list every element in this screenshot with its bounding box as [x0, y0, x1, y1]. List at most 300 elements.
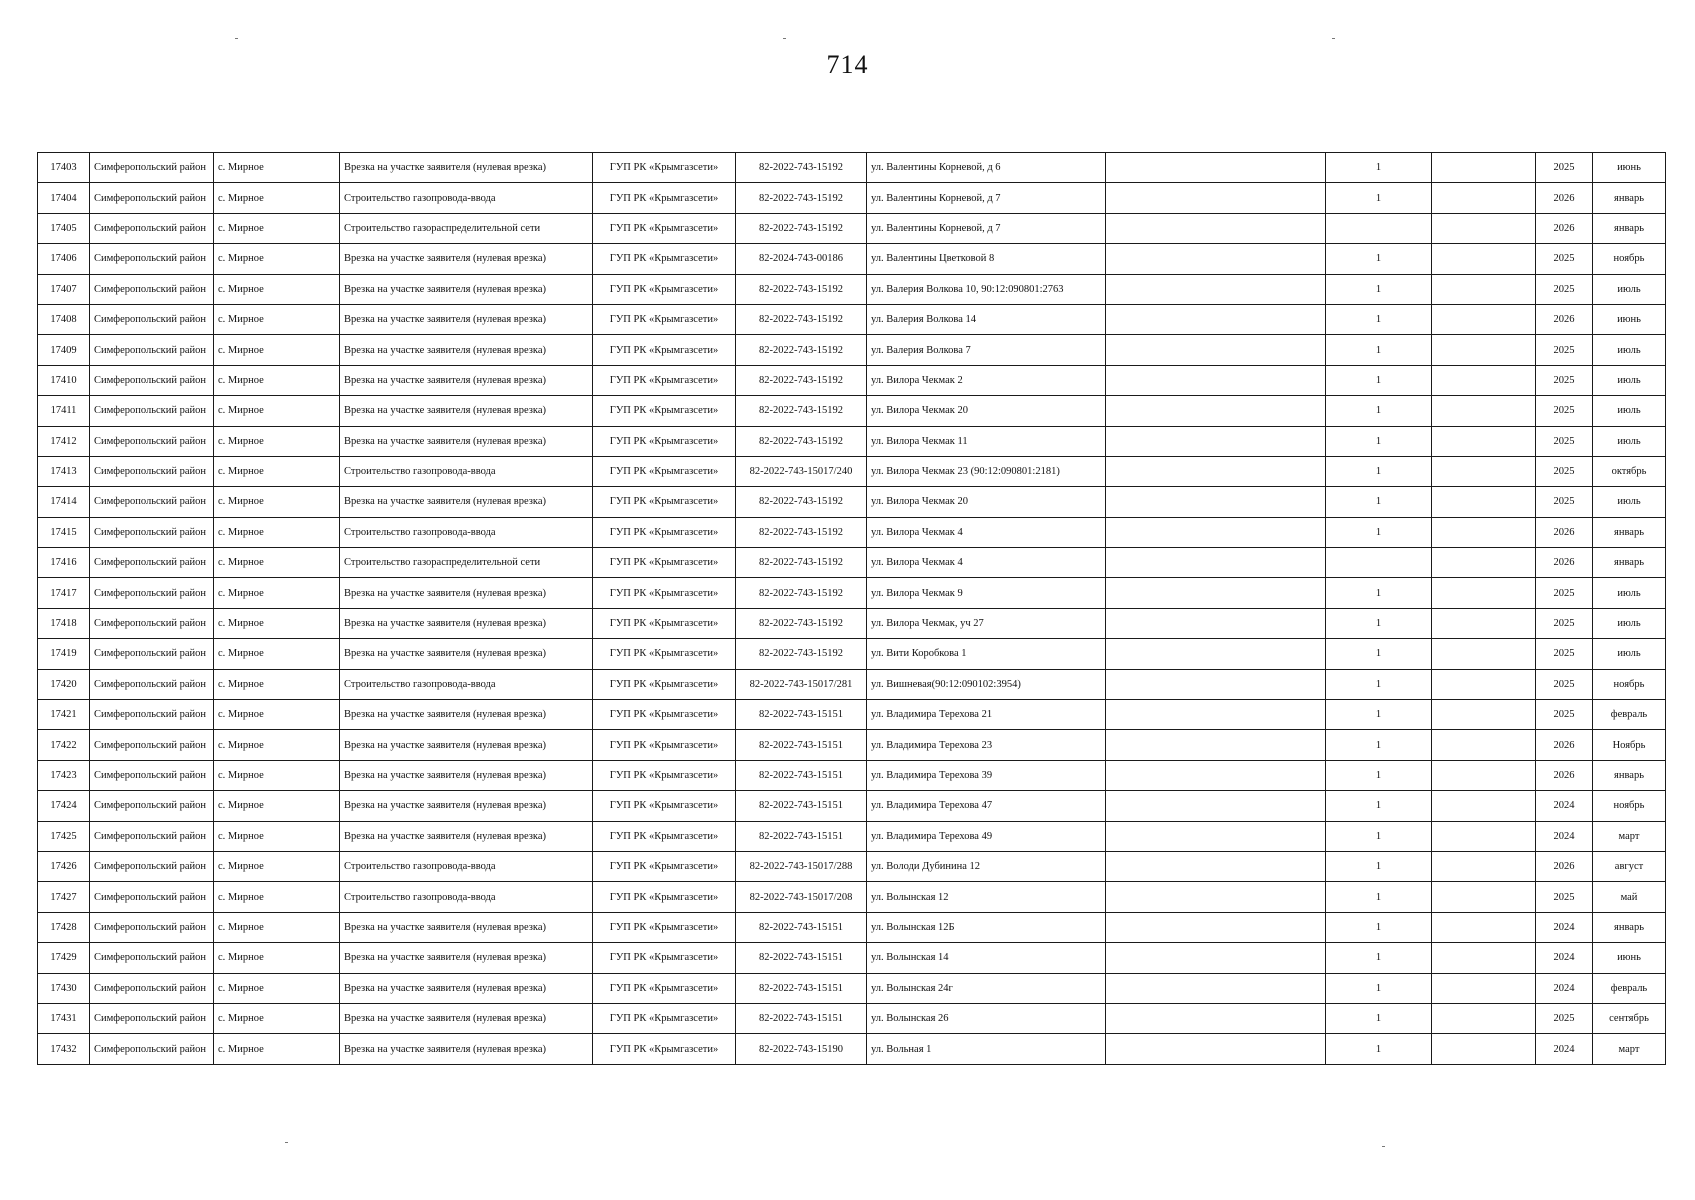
locality-cell: с. Мирное: [214, 578, 340, 608]
year-cell: 2024: [1536, 973, 1593, 1003]
district-cell: Симферопольский район: [90, 365, 214, 395]
empty-cell-cell: [1432, 639, 1536, 669]
quantity-cell: 1: [1326, 335, 1432, 365]
quantity-cell: 1: [1326, 426, 1432, 456]
district-cell: Симферопольский район: [90, 882, 214, 912]
row-number-cell: 17415: [38, 517, 90, 547]
locality-cell: с. Мирное: [214, 304, 340, 334]
district-cell: Симферопольский район: [90, 1003, 214, 1033]
quantity-cell: 1: [1326, 943, 1432, 973]
empty-cell-cell: [1106, 791, 1326, 821]
quantity-cell: 1: [1326, 791, 1432, 821]
quantity-cell: 1: [1326, 912, 1432, 942]
empty-cell-cell: [1432, 608, 1536, 638]
organization-cell: ГУП РК «Крымгазсети»: [593, 700, 736, 730]
request-number-cell: 82-2022-743-15192: [736, 213, 867, 243]
month-cell: февраль: [1593, 973, 1666, 1003]
organization-cell: ГУП РК «Крымгазсети»: [593, 639, 736, 669]
request-number-cell: 82-2022-743-15017/208: [736, 882, 867, 912]
row-number-cell: 17426: [38, 851, 90, 881]
organization-cell: ГУП РК «Крымгазсети»: [593, 365, 736, 395]
request-number-cell: 82-2022-743-15192: [736, 639, 867, 669]
quantity-cell: 1: [1326, 304, 1432, 334]
table-row: [38, 517, 1666, 547]
month-cell: март: [1593, 1034, 1666, 1064]
empty-cell-cell: [1106, 821, 1326, 851]
table-row: [38, 973, 1666, 1003]
year-cell: 2025: [1536, 882, 1593, 912]
row-number-cell: 17424: [38, 791, 90, 821]
locality-cell: с. Мирное: [214, 365, 340, 395]
district-cell: Симферопольский район: [90, 396, 214, 426]
request-number-cell: 82-2022-743-15192: [736, 335, 867, 365]
year-cell: 2026: [1536, 730, 1593, 760]
locality-cell: с. Мирное: [214, 244, 340, 274]
district-cell: Симферопольский район: [90, 244, 214, 274]
month-cell: январь: [1593, 912, 1666, 942]
empty-cell-cell: [1432, 700, 1536, 730]
year-cell: 2024: [1536, 912, 1593, 942]
empty-cell-cell: [1432, 882, 1536, 912]
month-cell: январь: [1593, 213, 1666, 243]
quantity-cell: 1: [1326, 153, 1432, 183]
district-cell: Симферопольский район: [90, 973, 214, 1003]
empty-cell-cell: [1106, 608, 1326, 638]
empty-cell-cell: [1106, 912, 1326, 942]
scan-speck: [285, 1142, 288, 1143]
request-number-cell: 82-2022-743-15192: [736, 304, 867, 334]
row-number-cell: 17430: [38, 973, 90, 1003]
empty-cell-cell: [1432, 912, 1536, 942]
row-number-cell: 17432: [38, 1034, 90, 1064]
year-cell: 2024: [1536, 1034, 1593, 1064]
district-cell: Симферопольский район: [90, 335, 214, 365]
address-cell: ул. Владимира Терехова 21: [867, 700, 1106, 730]
district-cell: Симферопольский район: [90, 426, 214, 456]
organization-cell: ГУП РК «Крымгазсети»: [593, 548, 736, 578]
work-type-cell: Врезка на участке заявителя (нулевая врезка): [340, 426, 593, 456]
row-number-cell: 17419: [38, 639, 90, 669]
empty-cell-cell: [1106, 153, 1326, 183]
empty-cell-cell: [1106, 943, 1326, 973]
table-row: [38, 730, 1666, 760]
organization-cell: ГУП РК «Крымгазсети»: [593, 608, 736, 638]
table-row: [38, 274, 1666, 304]
year-cell: 2025: [1536, 700, 1593, 730]
empty-cell-cell: [1432, 244, 1536, 274]
district-cell: Симферопольский район: [90, 912, 214, 942]
work-type-cell: Врезка на участке заявителя (нулевая врезка): [340, 578, 593, 608]
address-cell: ул. Валентины Корневой, д 7: [867, 183, 1106, 213]
row-number-cell: 17403: [38, 153, 90, 183]
locality-cell: с. Мирное: [214, 760, 340, 790]
year-cell: 2026: [1536, 517, 1593, 547]
table-row: [38, 183, 1666, 213]
month-cell: январь: [1593, 183, 1666, 213]
organization-cell: ГУП РК «Крымгазсети»: [593, 153, 736, 183]
table-row: [38, 608, 1666, 638]
locality-cell: с. Мирное: [214, 1034, 340, 1064]
year-cell: 2026: [1536, 183, 1593, 213]
table-row: [38, 943, 1666, 973]
empty-cell-cell: [1432, 274, 1536, 304]
year-cell: 2025: [1536, 456, 1593, 486]
request-number-cell: 82-2022-743-15192: [736, 487, 867, 517]
district-cell: Симферопольский район: [90, 700, 214, 730]
empty-cell-cell: [1432, 1034, 1536, 1064]
locality-cell: с. Мирное: [214, 487, 340, 517]
empty-cell-cell: [1106, 760, 1326, 790]
organization-cell: ГУП РК «Крымгазсети»: [593, 1034, 736, 1064]
month-cell: май: [1593, 882, 1666, 912]
empty-cell-cell: [1106, 213, 1326, 243]
work-type-cell: Врезка на участке заявителя (нулевая врезка): [340, 153, 593, 183]
work-type-cell: Врезка на участке заявителя (нулевая врезка): [340, 365, 593, 395]
quantity-cell: 1: [1326, 517, 1432, 547]
row-number-cell: 17409: [38, 335, 90, 365]
address-cell: ул. Валентины Цветковой 8: [867, 244, 1106, 274]
address-cell: ул. Вольная 1: [867, 1034, 1106, 1064]
request-number-cell: 82-2022-743-15151: [736, 760, 867, 790]
month-cell: июнь: [1593, 304, 1666, 334]
table-row: [38, 639, 1666, 669]
request-number-cell: 82-2022-743-15151: [736, 912, 867, 942]
quantity-cell: 1: [1326, 882, 1432, 912]
empty-cell-cell: [1106, 304, 1326, 334]
locality-cell: с. Мирное: [214, 608, 340, 638]
organization-cell: ГУП РК «Крымгазсети»: [593, 183, 736, 213]
request-number-cell: 82-2022-743-15192: [736, 396, 867, 426]
quantity-cell: 1: [1326, 730, 1432, 760]
year-cell: 2026: [1536, 548, 1593, 578]
work-type-cell: Врезка на участке заявителя (нулевая врезка): [340, 700, 593, 730]
month-cell: январь: [1593, 548, 1666, 578]
row-number-cell: 17405: [38, 213, 90, 243]
year-cell: 2025: [1536, 274, 1593, 304]
address-cell: ул. Вилора Чекмак 11: [867, 426, 1106, 456]
district-cell: Симферопольский район: [90, 183, 214, 213]
month-cell: июнь: [1593, 943, 1666, 973]
table-row: [38, 851, 1666, 881]
quantity-cell: 1: [1326, 578, 1432, 608]
locality-cell: с. Мирное: [214, 274, 340, 304]
quantity-cell: 1: [1326, 821, 1432, 851]
organization-cell: ГУП РК «Крымгазсети»: [593, 882, 736, 912]
quantity-cell: 1: [1326, 365, 1432, 395]
table-row: [38, 426, 1666, 456]
district-cell: Симферопольский район: [90, 608, 214, 638]
month-cell: ноябрь: [1593, 669, 1666, 699]
organization-cell: ГУП РК «Крымгазсети»: [593, 274, 736, 304]
quantity-cell: 1: [1326, 973, 1432, 1003]
district-cell: Симферопольский район: [90, 639, 214, 669]
address-cell: ул. Владимира Терехова 23: [867, 730, 1106, 760]
month-cell: ноябрь: [1593, 244, 1666, 274]
year-cell: 2025: [1536, 244, 1593, 274]
work-type-cell: Врезка на участке заявителя (нулевая врезка): [340, 1034, 593, 1064]
request-number-cell: 82-2022-743-15192: [736, 274, 867, 304]
table-row: [38, 213, 1666, 243]
empty-cell-cell: [1106, 882, 1326, 912]
organization-cell: ГУП РК «Крымгазсети»: [593, 487, 736, 517]
locality-cell: с. Мирное: [214, 882, 340, 912]
row-number-cell: 17418: [38, 608, 90, 638]
month-cell: июнь: [1593, 153, 1666, 183]
organization-cell: ГУП РК «Крымгазсети»: [593, 426, 736, 456]
locality-cell: с. Мирное: [214, 153, 340, 183]
table-row: [38, 791, 1666, 821]
year-cell: 2026: [1536, 213, 1593, 243]
table-row: [38, 456, 1666, 486]
district-cell: Симферопольский район: [90, 578, 214, 608]
locality-cell: с. Мирное: [214, 700, 340, 730]
gasification-registry-table: [37, 152, 1666, 1065]
address-cell: ул. Вилора Чекмак, уч 27: [867, 608, 1106, 638]
locality-cell: с. Мирное: [214, 730, 340, 760]
empty-cell-cell: [1106, 851, 1326, 881]
table-row: [38, 487, 1666, 517]
row-number-cell: 17422: [38, 730, 90, 760]
quantity-cell: 1: [1326, 274, 1432, 304]
work-type-cell: Врезка на участке заявителя (нулевая врезка): [340, 335, 593, 365]
address-cell: ул. Валентины Корневой, д 6: [867, 153, 1106, 183]
month-cell: июль: [1593, 396, 1666, 426]
work-type-cell: Строительство газопровода-ввода: [340, 669, 593, 699]
month-cell: июль: [1593, 365, 1666, 395]
work-type-cell: Врезка на участке заявителя (нулевая врезка): [340, 639, 593, 669]
row-number-cell: 17413: [38, 456, 90, 486]
organization-cell: ГУП РК «Крымгазсети»: [593, 760, 736, 790]
empty-cell-cell: [1106, 669, 1326, 699]
work-type-cell: Врезка на участке заявителя (нулевая врезка): [340, 760, 593, 790]
month-cell: июль: [1593, 274, 1666, 304]
address-cell: ул. Валерия Волкова 14: [867, 304, 1106, 334]
empty-cell-cell: [1106, 487, 1326, 517]
address-cell: ул. Вишневая(90:12:090102:3954): [867, 669, 1106, 699]
organization-cell: ГУП РК «Крымгазсети»: [593, 912, 736, 942]
year-cell: 2026: [1536, 851, 1593, 881]
locality-cell: с. Мирное: [214, 943, 340, 973]
address-cell: ул. Вити Коробкова 1: [867, 639, 1106, 669]
district-cell: Симферопольский район: [90, 669, 214, 699]
organization-cell: ГУП РК «Крымгазсети»: [593, 396, 736, 426]
organization-cell: ГУП РК «Крымгазсети»: [593, 973, 736, 1003]
work-type-cell: Врезка на участке заявителя (нулевая врезка): [340, 274, 593, 304]
row-number-cell: 17417: [38, 578, 90, 608]
row-number-cell: 17404: [38, 183, 90, 213]
year-cell: 2026: [1536, 760, 1593, 790]
quantity-cell: 1: [1326, 244, 1432, 274]
district-cell: Симферопольский район: [90, 517, 214, 547]
empty-cell-cell: [1432, 183, 1536, 213]
district-cell: Симферопольский район: [90, 213, 214, 243]
empty-cell-cell: [1106, 396, 1326, 426]
request-number-cell: 82-2022-743-15192: [736, 183, 867, 213]
month-cell: январь: [1593, 517, 1666, 547]
district-cell: Симферопольский район: [90, 821, 214, 851]
month-cell: март: [1593, 821, 1666, 851]
month-cell: Ноябрь: [1593, 730, 1666, 760]
quantity-cell: [1326, 548, 1432, 578]
empty-cell-cell: [1106, 700, 1326, 730]
empty-cell-cell: [1432, 365, 1536, 395]
district-cell: Симферопольский район: [90, 943, 214, 973]
organization-cell: ГУП РК «Крымгазсети»: [593, 456, 736, 486]
empty-cell-cell: [1106, 183, 1326, 213]
request-number-cell: 82-2022-743-15192: [736, 153, 867, 183]
quantity-cell: 1: [1326, 669, 1432, 699]
row-number-cell: 17428: [38, 912, 90, 942]
request-number-cell: 82-2022-743-15151: [736, 821, 867, 851]
address-cell: ул. Валерия Волкова 7: [867, 335, 1106, 365]
month-cell: сентябрь: [1593, 1003, 1666, 1033]
organization-cell: ГУП РК «Крымгазсети»: [593, 669, 736, 699]
row-number-cell: 17414: [38, 487, 90, 517]
empty-cell-cell: [1432, 973, 1536, 1003]
quantity-cell: [1326, 213, 1432, 243]
request-number-cell: 82-2022-743-15017/240: [736, 456, 867, 486]
work-type-cell: Врезка на участке заявителя (нулевая врезка): [340, 608, 593, 638]
quantity-cell: 1: [1326, 1034, 1432, 1064]
row-number-cell: 17406: [38, 244, 90, 274]
row-number-cell: 17408: [38, 304, 90, 334]
request-number-cell: 82-2022-743-15192: [736, 517, 867, 547]
address-cell: ул. Волынская 24г: [867, 973, 1106, 1003]
empty-cell-cell: [1432, 760, 1536, 790]
work-type-cell: Строительство газопровода-ввода: [340, 517, 593, 547]
district-cell: Симферопольский район: [90, 304, 214, 334]
scan-speck: [235, 38, 238, 39]
address-cell: ул. Вилора Чекмак 4: [867, 548, 1106, 578]
quantity-cell: 1: [1326, 183, 1432, 213]
month-cell: июль: [1593, 578, 1666, 608]
district-cell: Симферопольский район: [90, 487, 214, 517]
year-cell: 2025: [1536, 608, 1593, 638]
address-cell: ул. Волынская 12: [867, 882, 1106, 912]
table-row: [38, 1003, 1666, 1033]
row-number-cell: 17412: [38, 426, 90, 456]
table-row: [38, 760, 1666, 790]
work-type-cell: Врезка на участке заявителя (нулевая врезка): [340, 487, 593, 517]
table-row: [38, 244, 1666, 274]
row-number-cell: 17423: [38, 760, 90, 790]
year-cell: 2025: [1536, 396, 1593, 426]
quantity-cell: 1: [1326, 1003, 1432, 1033]
year-cell: 2024: [1536, 821, 1593, 851]
district-cell: Симферопольский район: [90, 1034, 214, 1064]
month-cell: июль: [1593, 487, 1666, 517]
year-cell: 2025: [1536, 335, 1593, 365]
organization-cell: ГУП РК «Крымгазсети»: [593, 244, 736, 274]
quantity-cell: 1: [1326, 760, 1432, 790]
district-cell: Симферопольский район: [90, 548, 214, 578]
address-cell: ул. Волынская 14: [867, 943, 1106, 973]
locality-cell: с. Мирное: [214, 639, 340, 669]
quantity-cell: 1: [1326, 487, 1432, 517]
locality-cell: с. Мирное: [214, 183, 340, 213]
address-cell: ул. Волынская 12Б: [867, 912, 1106, 942]
district-cell: Симферопольский район: [90, 760, 214, 790]
year-cell: 2025: [1536, 365, 1593, 395]
work-type-cell: Строительство газопровода-ввода: [340, 882, 593, 912]
year-cell: 2025: [1536, 578, 1593, 608]
empty-cell-cell: [1106, 335, 1326, 365]
locality-cell: с. Мирное: [214, 335, 340, 365]
district-cell: Симферопольский район: [90, 153, 214, 183]
request-number-cell: 82-2022-743-15017/281: [736, 669, 867, 699]
work-type-cell: Врезка на участке заявителя (нулевая врезка): [340, 1003, 593, 1033]
row-number-cell: 17420: [38, 669, 90, 699]
address-cell: ул. Вилора Чекмак 2: [867, 365, 1106, 395]
empty-cell-cell: [1106, 1003, 1326, 1033]
organization-cell: ГУП РК «Крымгазсети»: [593, 213, 736, 243]
year-cell: 2025: [1536, 669, 1593, 699]
empty-cell-cell: [1432, 821, 1536, 851]
work-type-cell: Строительство газопровода-ввода: [340, 183, 593, 213]
empty-cell-cell: [1432, 730, 1536, 760]
work-type-cell: Строительство газопровода-ввода: [340, 851, 593, 881]
empty-cell-cell: [1106, 639, 1326, 669]
locality-cell: с. Мирное: [214, 973, 340, 1003]
empty-cell-cell: [1432, 487, 1536, 517]
work-type-cell: Врезка на участке заявителя (нулевая врезка): [340, 973, 593, 1003]
organization-cell: ГУП РК «Крымгазсети»: [593, 851, 736, 881]
organization-cell: ГУП РК «Крымгазсети»: [593, 578, 736, 608]
work-type-cell: Врезка на участке заявителя (нулевая врезка): [340, 821, 593, 851]
address-cell: ул. Вилора Чекмак 20: [867, 487, 1106, 517]
empty-cell-cell: [1432, 517, 1536, 547]
empty-cell-cell: [1432, 578, 1536, 608]
empty-cell-cell: [1432, 213, 1536, 243]
district-cell: Симферопольский район: [90, 791, 214, 821]
table-row: [38, 304, 1666, 334]
empty-cell-cell: [1432, 669, 1536, 699]
table-row: [38, 700, 1666, 730]
quantity-cell: 1: [1326, 456, 1432, 486]
request-number-cell: 82-2022-743-15192: [736, 578, 867, 608]
locality-cell: с. Мирное: [214, 791, 340, 821]
request-number-cell: 82-2022-743-15192: [736, 426, 867, 456]
row-number-cell: 17407: [38, 274, 90, 304]
month-cell: июль: [1593, 608, 1666, 638]
address-cell: ул. Вилора Чекмак 4: [867, 517, 1106, 547]
locality-cell: с. Мирное: [214, 851, 340, 881]
month-cell: октябрь: [1593, 456, 1666, 486]
organization-cell: ГУП РК «Крымгазсети»: [593, 1003, 736, 1033]
month-cell: февраль: [1593, 700, 1666, 730]
organization-cell: ГУП РК «Крымгазсети»: [593, 821, 736, 851]
table-row: [38, 882, 1666, 912]
empty-cell-cell: [1106, 578, 1326, 608]
empty-cell-cell: [1432, 851, 1536, 881]
page-number: 714: [826, 50, 869, 79]
row-number-cell: 17427: [38, 882, 90, 912]
row-number-cell: 17425: [38, 821, 90, 851]
empty-cell-cell: [1432, 456, 1536, 486]
empty-cell-cell: [1432, 335, 1536, 365]
table-row: [38, 365, 1666, 395]
table-row: [38, 335, 1666, 365]
year-cell: 2025: [1536, 487, 1593, 517]
locality-cell: с. Мирное: [214, 821, 340, 851]
row-number-cell: 17411: [38, 396, 90, 426]
address-cell: ул. Валентины Корневой, д 7: [867, 213, 1106, 243]
empty-cell-cell: [1432, 791, 1536, 821]
quantity-cell: 1: [1326, 851, 1432, 881]
request-number-cell: 82-2024-743-00186: [736, 244, 867, 274]
month-cell: июль: [1593, 426, 1666, 456]
empty-cell-cell: [1106, 244, 1326, 274]
